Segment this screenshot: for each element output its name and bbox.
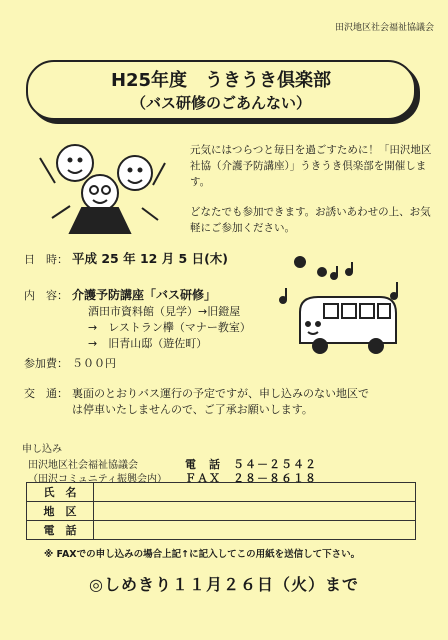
form-label-area: 地 区 xyxy=(27,502,94,521)
intro-text xyxy=(190,142,435,250)
organization-name: 田沢地区社会福祉協議会 xyxy=(334,23,434,33)
form-field-area[interactable] xyxy=(94,502,416,521)
form-label-phone: 電 話 xyxy=(27,521,94,540)
form-row xyxy=(27,502,416,521)
deadline: ◎しめきり１１月２６日（火）まで xyxy=(89,575,359,594)
itinerary-line: → レストラン欅（マナー教室） xyxy=(88,321,251,334)
phone-number: 電 話 ５４－２５４２ xyxy=(185,458,317,471)
form-row xyxy=(27,483,416,502)
application-form xyxy=(26,482,416,540)
course-title: 介護予防講座「バス研修」 xyxy=(72,288,217,302)
form-row xyxy=(27,521,416,540)
transport-label: 交 通： xyxy=(24,387,68,400)
cheering-elders-illustration xyxy=(30,128,180,238)
fee-value: ５００円 xyxy=(72,357,116,370)
date-value: 平成 25 年 12 月 5 日(木) xyxy=(72,251,229,266)
bus-illustration xyxy=(272,252,422,362)
page-subtitle: （バス研修のごあんない） xyxy=(130,94,311,112)
title-box xyxy=(26,60,416,120)
fee-label: 参加費： xyxy=(24,357,68,370)
fax-number: ＦＡＸ ２８－８６１８ xyxy=(185,472,317,485)
intro-paragraph-2: どなたでも参加できます。お誘いあわせの上、お気軽にご参加ください。 xyxy=(190,206,431,234)
form-label-name: 氏 名 xyxy=(27,483,94,502)
content-label: 内 容： xyxy=(24,289,68,302)
fax-note: ※ FAXでの申し込みの場合上記↑に記入してこの用紙を送信して下さい。 xyxy=(44,549,361,560)
application-org: 田沢地区社会福祉協議会 xyxy=(28,460,138,471)
itinerary-line: → 旧青山邸（遊佐町） xyxy=(88,337,208,350)
intro-paragraph-1: 元気にはつらつと毎日を過ごすために！「田沢地区社協（介護予防講座）」うきうき倶楽部を開催します。 xyxy=(190,144,432,188)
application-org-sub: （田沢コミュニティ振興会内） xyxy=(28,474,167,485)
itinerary-line: 酒田市資料館（見学）→旧鐙屋 xyxy=(88,305,241,318)
date-label: 日 時： xyxy=(24,253,68,266)
page-title: H25年度 うきうき倶楽部 xyxy=(110,70,332,91)
form-field-name[interactable] xyxy=(94,483,416,502)
form-field-phone[interactable] xyxy=(94,521,416,540)
transport-note: 裏面のとおりバス運行の予定ですが、申し込みのない地区では停車いたしませんので、ご了承お願いします。 xyxy=(72,387,369,416)
application-heading: 申し込み xyxy=(22,444,62,455)
